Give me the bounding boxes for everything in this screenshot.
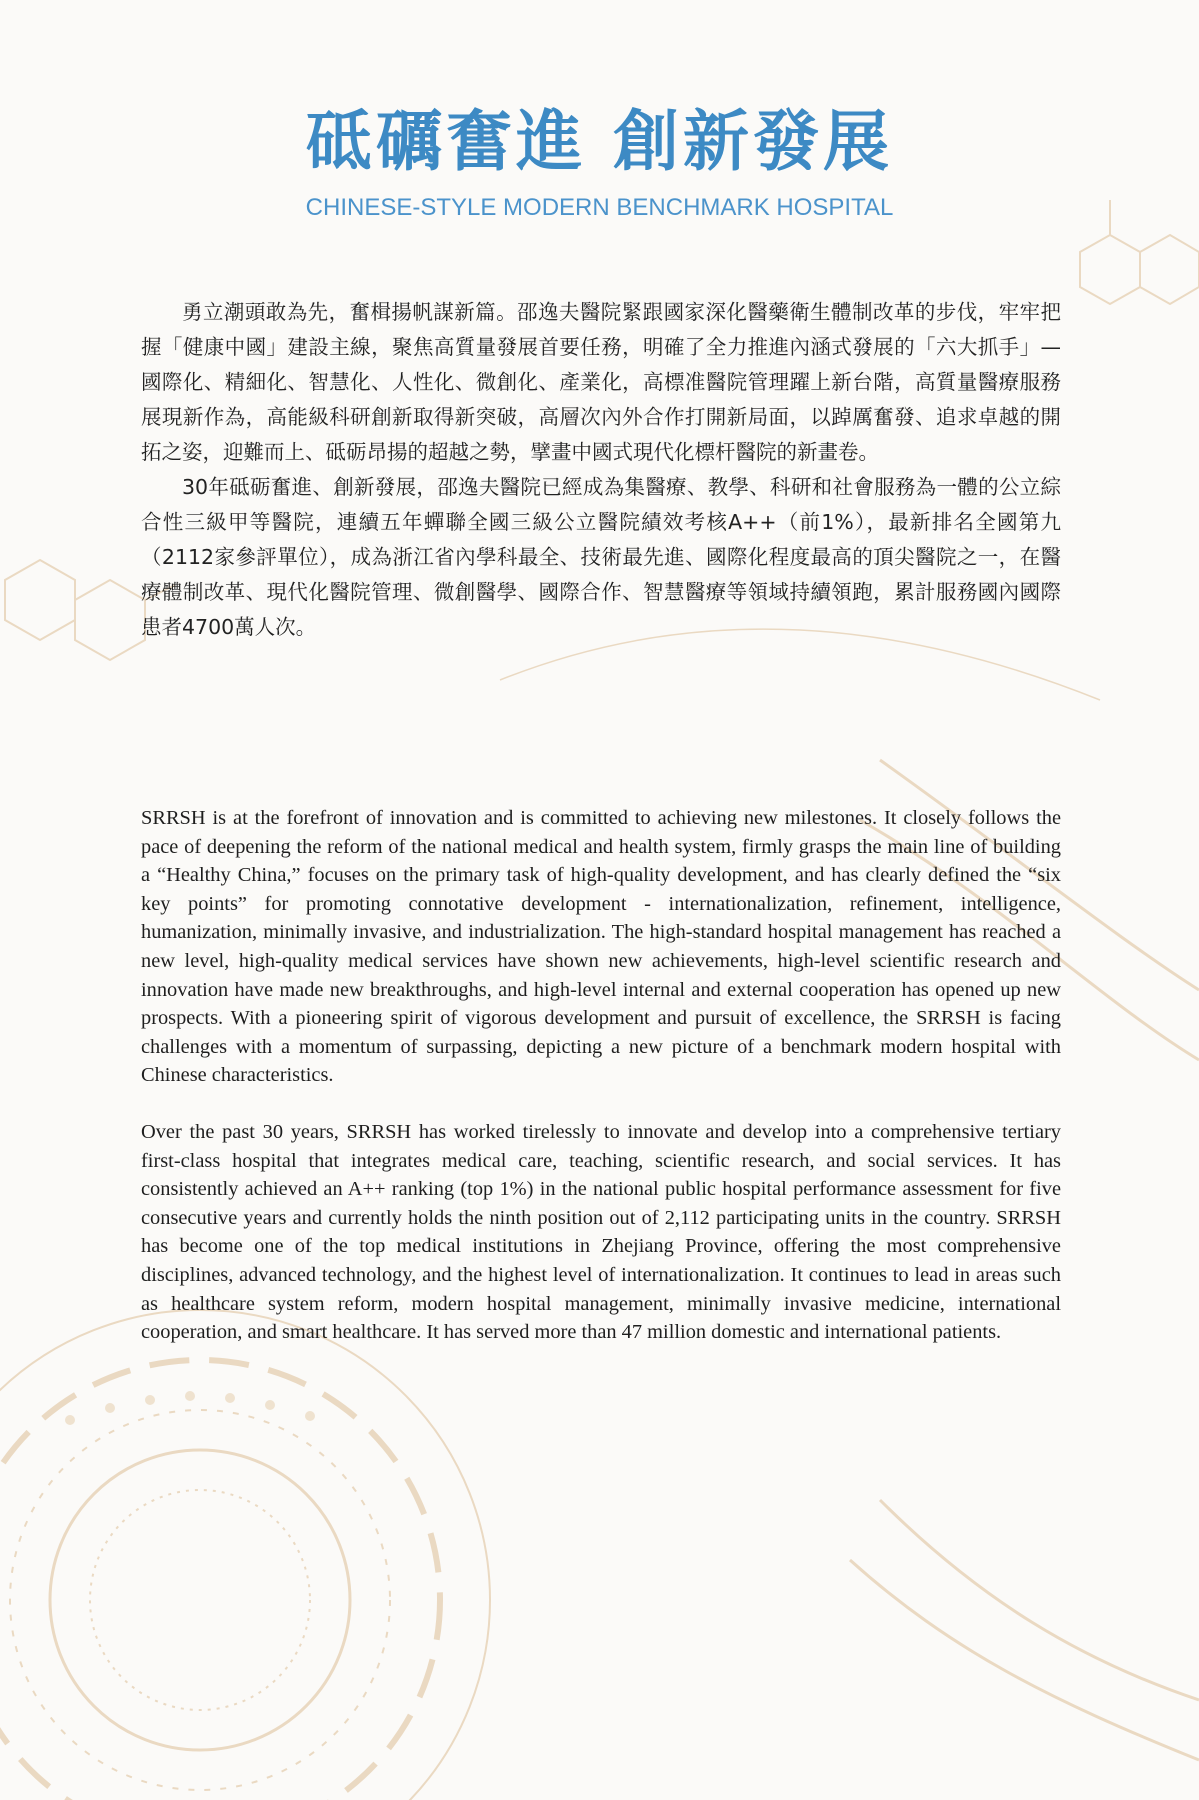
- english-paragraph: Over the past 30 years, SRRSH has worked tirelessly to innovate and develop into a comprehensive tertiary first-class hospital that integrates medical care, teaching, scientific research, and social services. It has consistently achieved an A++ ranking (top 1%) in the national public hospital performance assessment for five consecutive years and currently holds the ninth position out of 2,112 participating units in the country. SRRSH has become one of the top medical institutions in Zhejiang Province, offering the most comprehensive disciplines, advanced technology, and the highest level of internationalization. It continues to lead in areas such as healthcare system reform, modern hospital management, minimally invasive medicine, international cooperation, and smart healthcare. It has served more than 47 million domestic and international patients.: [141, 1120, 1061, 1344]
- chinese-text-block: [141, 295, 1061, 645]
- page-subtitle: CHINESE-STYLE MODERN BENCHMARK HOSPITAL: [305, 194, 894, 221]
- english-text-block: [141, 804, 1061, 1375]
- english-paragraph: SRRSH is at the forefront of innovation and is committed to achieving new milestones. It closely follows the pace of deepening the reform of the national medical and health system, firmly grasps the main line of building a “Healthy China,” focuses on the primary task of high-quality development, and has clearly defined the “six key points” for promoting connotative development - internationalization, refinement, intelligence, humanization, minimally invasive, and industrialization. The high-standard hospital management has reached a new level, high-quality medical services have shown new achievements, high-level scientific research and innovation have made new breakthroughs, and high-level internal and external cooperation has opened up new prospects. With a pioneering spirit of vigorous development and pursuit of excellence, the SRRSH is facing challenges with a momentum of surpassing, depicting a new picture of a benchmark modern hospital with Chinese characteristics.: [141, 807, 1061, 1087]
- page-title: 砥礪奮進 創新發展: [306, 103, 893, 180]
- chinese-paragraph: 30年砥砺奮進、創新發展，邵逸夫醫院已經成為集醫療、教學、科研和社會服務為一體的公立綜合性三級甲等醫院，連續五年蟬聯全國三級公立醫院績效考核A++（前1%），最新排名全國第九（2112家參評單位），成為浙江省內學科最全、技術最先進、國際化程度最高的頂尖醫院之一，在醫療體制改革、現代化醫院管理、微創醫學、國際合作、智慧醫療等領域持續領跑，累計服務國內國際患者4700萬人次。: [141, 475, 1061, 639]
- chinese-paragraph: 勇立潮頭敢為先，奮楫揚帆謀新篇。邵逸夫醫院緊跟國家深化醫藥衛生體制改革的步伐，牢牢把握「健康中國」建設主線，聚焦高質量發展首要任務，明確了全力推進內涵式發展的「六大抓手」—國際化、精細化、智慧化、人性化、微創化、產業化，高標准醫院管理躍上新台階，高質量醫療服務展現新作為，高能級科研創新取得新突破，高層次內外合作打開新局面，以踔厲奮發、追求卓越的開拓之姿，迎難而上、砥砺昂揚的超越之勢，擘畫中國式現代化標杆醫院的新畫卷。: [141, 300, 1061, 464]
